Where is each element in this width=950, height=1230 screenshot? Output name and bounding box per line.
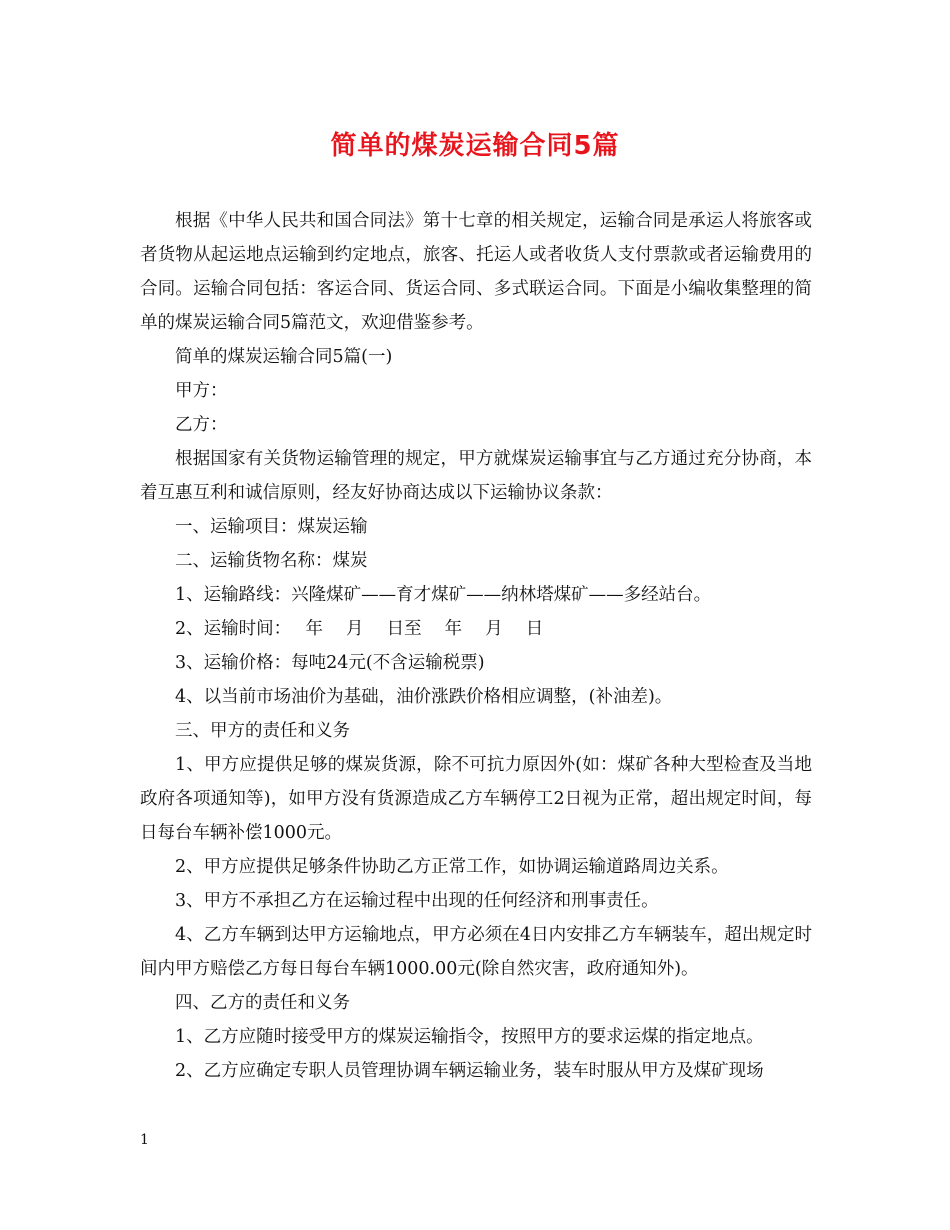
paragraph: 4、以当前市场油价为基础，油价涨跌价格相应调整，(补油差)。 [175,687,673,707]
paragraph: 1、乙方应随时接受甲方的煤炭运输指令，按照甲方的要求运煤的指定地点。 [175,1027,764,1047]
paragraph: 2、乙方应确定专职人员管理协调车辆运输业务，装车时服从甲方及煤矿现场 [175,1061,764,1081]
paragraph: 1、运输路线：兴隆煤矿——育才煤矿——纳林塔煤矿——多经站台。 [175,585,712,605]
paragraph: 三、甲方的责任和义务 [175,721,350,741]
paragraph: 根据《中华人民共和国合同法》第十七章的相关规定，运输合同是承运人将旅客或者货物从起运地点运输到约定地点，旅客、托运人或者收货人支付票款或者运输费用的合同。运输合同包括：客运合同、货运合同、多式联运合同。下面是小编收集整理的简单的煤炭运输合同5篇范文，欢迎借鉴参考。 [140,211,812,333]
paragraph: 3、运输价格：每吨24元(不含运输税票) [175,653,485,673]
paragraph: 二、运输货物名称：煤炭 [175,551,368,571]
paragraph: 1、甲方应提供足够的煤炭货源，除不可抗力原因外(如：煤矿各种大型检查及当地政府各项通知等)，如甲方没有货源造成乙方车辆停工2日视为正常，超出规定时间，每日每台车辆补偿1000元。 [140,755,812,843]
paragraph: 乙方： [175,415,228,435]
paragraph: 3、甲方不承担乙方在运输过程中出现的任何经济和刑事责任。 [175,891,659,911]
paragraph: 4、乙方车辆到达甲方运输地点，甲方必须在4日内安排乙方车辆装车，超出规定时间内甲方赔偿乙方每日每台车辆1000.00元(除自然灾害，政府通知外)。 [140,925,812,979]
document-title: 简单的煤炭运输合同5篇 [330,131,620,161]
paragraph: 2、甲方应提供足够条件协助乙方正常工作，如协调运输道路周边关系。 [175,857,729,877]
page-number: 1 [140,1132,149,1148]
paragraph: 一、运输项目：煤炭运输 [175,517,368,537]
paragraph: 2、运输时间： 年 月 日至 年 月 日 [175,619,544,639]
paragraph: 甲方： [175,381,228,401]
paragraph: 简单的煤炭运输合同5篇(一) [175,347,393,367]
document-body [140,204,812,1088]
paragraph: 四、乙方的责任和义务 [175,993,350,1013]
paragraph: 根据国家有关货物运输管理的规定，甲方就煤炭运输事宜与乙方通过充分协商，本着互惠互利和诚信原则，经友好协商达成以下运输协议条款： [140,449,812,503]
